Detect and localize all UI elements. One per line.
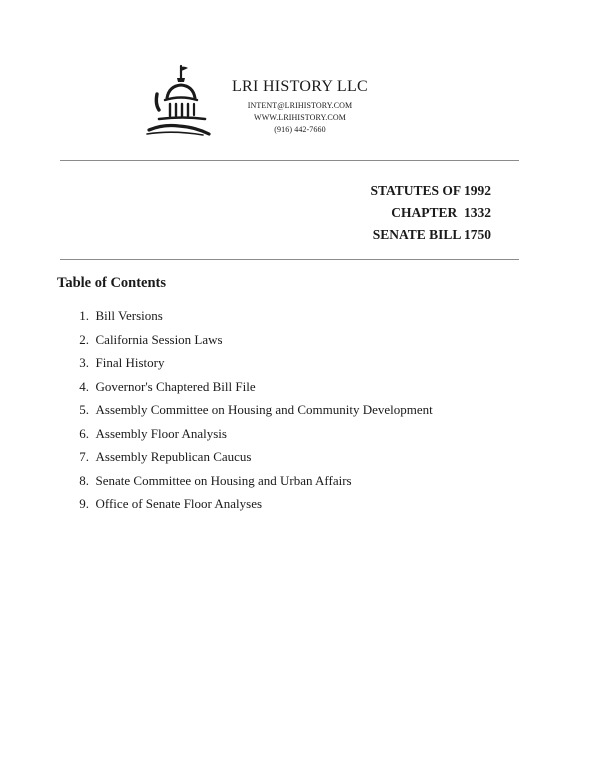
toc-item[interactable] — [70, 306, 433, 330]
toc-item[interactable] — [70, 494, 433, 518]
toc-item-label[interactable]: Office of Senate Floor Analyses — [95, 496, 263, 511]
statute-year: STATUTES OF 1992 — [370, 183, 491, 198]
toc-item-label[interactable]: Assembly Floor Analysis — [95, 425, 227, 441]
toc-item-number: 2. — [79, 331, 89, 347]
toc-item-number: 6. — [79, 425, 89, 441]
toc-item-number: 9. — [79, 496, 89, 511]
capitol-dome-icon — [143, 64, 213, 140]
toc-item-label[interactable]: Assembly Committee on Housing and Community Development — [95, 402, 433, 417]
toc-item-label[interactable]: Assembly Republican Caucus — [95, 449, 252, 464]
toc-item-label[interactable]: Bill Versions — [95, 308, 163, 323]
toc-item[interactable] — [70, 447, 433, 471]
toc-item-number: 4. — [79, 378, 89, 394]
toc-item-label[interactable]: California Session Laws — [95, 331, 223, 347]
toc-item-number: 7. — [79, 449, 89, 464]
toc-item[interactable] — [70, 353, 433, 377]
toc-item[interactable] — [70, 424, 433, 448]
toc-item-label[interactable]: Governor's Chaptered Bill File — [95, 378, 256, 394]
header-divider — [60, 160, 519, 161]
toc-item[interactable] — [70, 330, 433, 354]
statute-reference — [370, 180, 491, 246]
statute-bill: SENATE BILL 1750 — [372, 227, 491, 242]
toc-item-number: 8. — [79, 472, 89, 488]
company-email[interactable]: INTENT@LRIHISTORY.COM — [247, 101, 353, 110]
toc-item[interactable] — [70, 400, 433, 424]
toc-item-number: 1. — [79, 308, 89, 323]
toc-item[interactable] — [70, 471, 433, 495]
toc-item-number: 5. — [79, 402, 89, 417]
company-phone: (916) 442-7660 — [274, 125, 326, 134]
toc-item-number: 3. — [79, 355, 89, 370]
statute-divider — [60, 259, 519, 260]
company-contact-block — [226, 78, 374, 136]
toc-list — [70, 306, 433, 518]
toc-item-label[interactable]: Final History — [95, 355, 165, 370]
toc-item[interactable] — [70, 377, 433, 401]
toc-title: Table of Contents — [57, 275, 167, 291]
toc-item-label[interactable]: Senate Committee on Housing and Urban Affairs — [95, 472, 352, 488]
company-website[interactable]: WWW.LRIHISTORY.COM — [254, 113, 346, 122]
statute-chapter: CHAPTER 1332 — [391, 205, 491, 220]
company-name: LRI HISTORY LLC — [231, 78, 369, 95]
